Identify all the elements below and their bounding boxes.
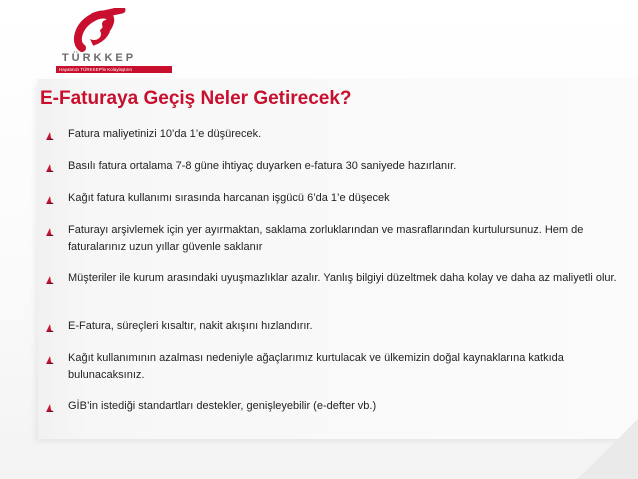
bullet-icon [44,130,56,142]
bullet-icon [44,354,56,366]
bullet-icon [44,274,56,286]
logo-tagline: Hayatınızı TÜRKKEP'le Kolaylaştırın [56,66,172,73]
list-item-text: Faturayı arşivlemek için yer ayırmaktan, saklama zorluklarından ve masraflarından kurtulursunuz. Hem de faturalarınız uzun yıllar güvenle saklanır [68,224,584,253]
list-item-text: Fatura maliyetinizi 10’da 1’e düşürecek. [68,128,262,140]
list-item-text: Kağıt kullanımının azalması nedeniyle ağaçlarımız kurtulacak ve ülkemizin doğal kaynaklarına katkıda bulunacaksınız. [68,352,564,381]
bullet-icon [44,194,56,206]
list-item-text: E-Fatura, süreçleri kısaltır, nakit akışını hızlandırır. [68,320,313,332]
bullet-icon [44,226,56,238]
turkkep-logo [44,8,154,78]
logo-mark-icon [44,8,154,54]
list-item-text: Basılı fatura ortalama 7-8 güne ihtiyaç duyarken e-fatura 30 saniyede hazırlanır. [68,160,457,172]
bullet-icon [44,162,56,174]
slide-title: E-Faturaya Geçiş Neler Getirecek? [40,88,352,109]
logo-wordmark: TÜRKKEP [61,52,137,64]
list-item-text: GİB’in istediği standartları destekler, genişleyebilir (e-defter vb.) [68,400,377,412]
bullet-icon [44,322,56,334]
page-curl [578,419,638,479]
list-item-text: Müşteriler ile kurum arasındaki uyuşmazlıklar azalır. Yanlış bilgiyi düzeltmek daha kolay ve daha az maliyetli olur. [68,272,617,284]
bullet-icon [44,402,56,414]
list-item-text: Kağıt fatura kullanımı sırasında harcanan işgücü 6’da 1’e düşecek [68,192,390,204]
